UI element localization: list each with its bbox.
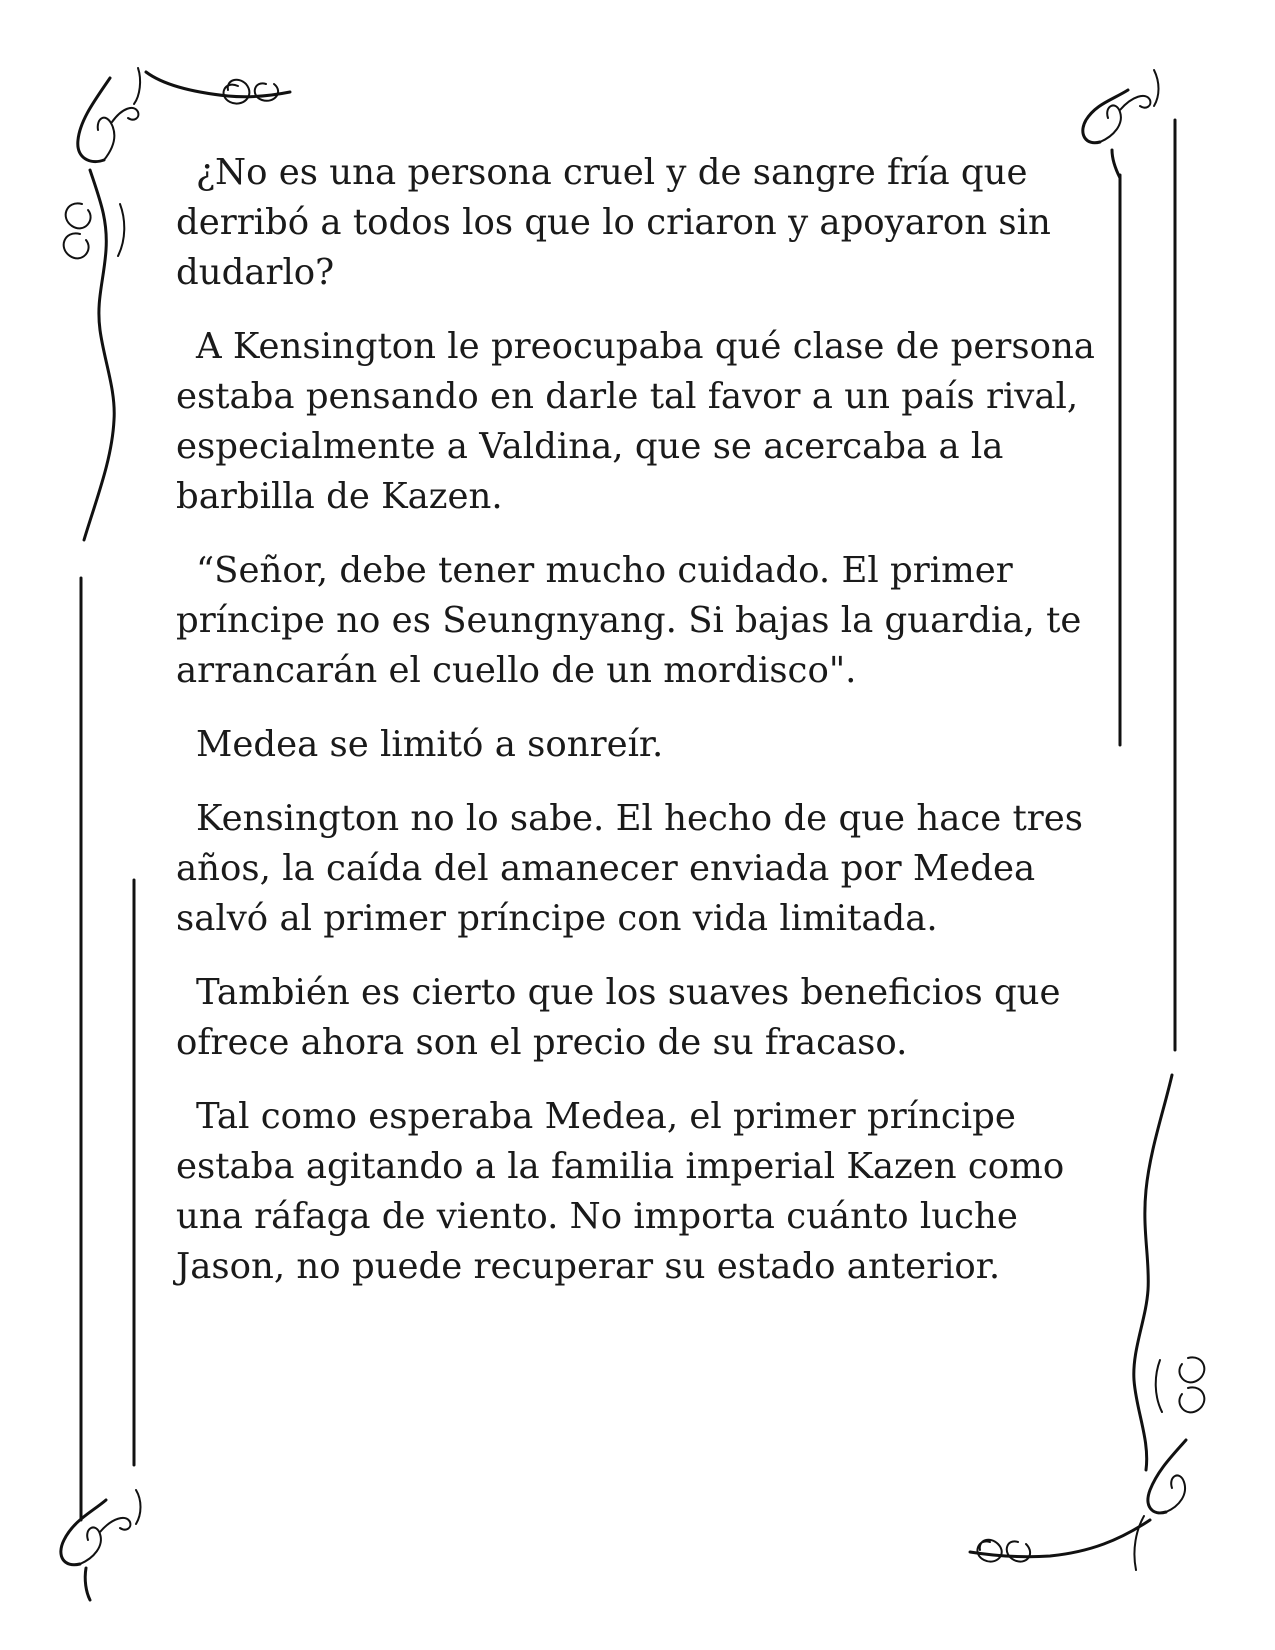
bottom-left-flourish-icon (61, 1490, 141, 1600)
body-text (176, 148, 1096, 1316)
paragraph-5: Kensington no lo sabe. El hecho de que hace tres años, la caída del amanecer enviada por Medea salvó al primer príncipe con vida limitada. (176, 798, 1083, 939)
paragraph-4: Medea se limitó a sonreír. (196, 724, 664, 765)
paragraph-2: A Kensington le preocupaba qué clase de persona estaba pensando en darle tal favor a un país rival, especialmente a Valdina, que se acercaba a la barbilla de Kazen. (176, 326, 1095, 517)
paragraph-1: ¿No es una persona cruel y de sangre fría que derribó a todos los que lo criaron y apoyaron sin dudarlo? (176, 152, 1051, 293)
paragraph-3: “Señor, debe tener mucho cuidado. El primer príncipe no es Seungnyang. Si bajas la guardia, te arrancarán el cuello de un mordisco". (176, 550, 1082, 691)
paragraph-6: También es cierto que los suaves beneficios que ofrece ahora son el precio de su fracaso. (176, 972, 1061, 1063)
paragraph-7: Tal como esperaba Medea, el primer príncipe estaba agitando a la familia imperial Kazen como una ráfaga de viento. No importa cuánto luche Jason, no puede recuperar su estado anterior. (176, 1096, 1065, 1287)
